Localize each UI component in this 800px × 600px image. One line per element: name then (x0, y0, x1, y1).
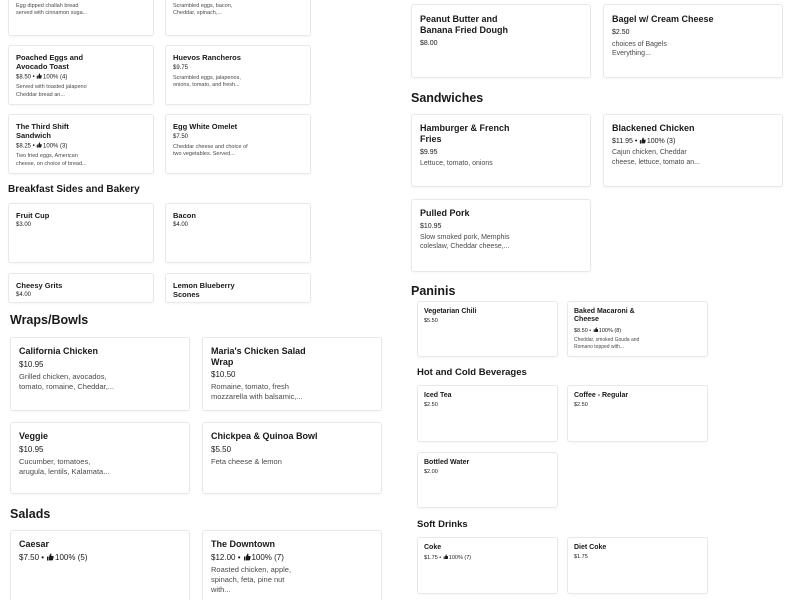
item-price: $1.75 (424, 555, 438, 562)
menu-item-card-veggie[interactable] (10, 422, 190, 494)
item-rating: 100% (7) (448, 555, 472, 562)
item-description: Cajun chicken, Cheddar cheese, lettuce, tomato an... (612, 149, 700, 166)
menu-item-card-iced-tea[interactable] (417, 385, 558, 442)
item-price: $3.00 (16, 222, 32, 228)
menu-item-card-caesar[interactable] (10, 530, 190, 600)
item-name: Lemon Blueberry Scones (173, 281, 235, 299)
thumbs-up-icon (46, 553, 54, 561)
item-description: Two fried eggs, American cheese, on choice of bread... (16, 153, 87, 167)
section-heading-soft-drinks: Soft Drinks (417, 519, 468, 530)
item-price-rating: $12.00 • 100% (7) (211, 552, 284, 562)
item-rating: 100% (3) (646, 137, 676, 145)
item-name: Bottled Water (424, 459, 470, 466)
item-price: $5.50 (424, 318, 438, 325)
item-description: choices of Bagels Everything... (612, 40, 667, 58)
menu-item-card-blackened-chicken[interactable] (603, 114, 783, 187)
item-name: Baked Macaroni & Cheese (574, 308, 635, 324)
item-price: $7.50 (173, 134, 189, 140)
item-price-rating: $8.50 • 100% (8) (574, 327, 622, 334)
section-heading-sandwiches: Sandwiches (411, 91, 484, 105)
item-description: Cheddar cheese and choice of two vegetables. Served... (173, 143, 248, 158)
item-name: Coffee - Regular (574, 392, 629, 399)
item-price: $7.50 (19, 552, 40, 562)
menu-item-card-vegetarian-chili[interactable] (417, 301, 558, 357)
item-name: Coke (424, 544, 442, 551)
item-description: Lettuce, tomato, onions (420, 159, 493, 167)
item-name: Peanut Butter and Banana Fried Dough (420, 14, 509, 35)
item-name: The Third Shift Sandwich (16, 122, 69, 140)
item-rating: 100% (3) (43, 143, 68, 150)
item-description: Cheddar, smoked Gouda and Romano topped with... (574, 336, 640, 350)
item-price-rating: $11.95 • 100% (3) (612, 137, 676, 145)
item-name: Iced Tea (424, 392, 452, 399)
item-price: $8.50 (574, 327, 588, 334)
item-price: $10.95 (420, 222, 442, 230)
item-name: Huevos Rancheros (173, 53, 241, 62)
thumbs-up-icon (639, 137, 646, 144)
menu-item-card-coke[interactable] (417, 537, 558, 594)
menu-item-card-poached-eggs[interactable] (8, 45, 154, 105)
menu-item-card-the-downtown[interactable] (202, 530, 382, 600)
item-price: $10.95 (19, 444, 44, 454)
menu-item-card-huevos-rancheros[interactable] (165, 45, 311, 105)
item-price: $9.75 (173, 65, 189, 71)
menu-item-card-lemon-scones[interactable] (165, 273, 311, 303)
menu-item-card-bottled-water[interactable] (417, 452, 558, 508)
item-price: $2.50 (424, 402, 438, 409)
item-description: Roasted chicken, apple, spinach, feta, pine nut with... (211, 565, 292, 595)
item-name: Fruit Cup (16, 211, 50, 220)
thumbs-up-icon (36, 73, 42, 79)
item-name: Caesar (19, 539, 50, 549)
item-price-rating: $7.50 • 100% (5) (19, 552, 88, 562)
item-name: The Downtown (211, 539, 275, 549)
menu-item-card-challah[interactable] (8, 0, 154, 36)
item-name: Chickpea & Quinoa Bowl (211, 431, 318, 441)
item-price: $5.50 (211, 444, 232, 454)
item-name: Bacon (173, 211, 196, 220)
section-heading-hot-cold-beverages: Hot and Cold Beverages (417, 367, 527, 378)
item-name: Bagel w/ Cream Cheese (612, 14, 714, 24)
menu-item-card-marias-chicken-salad-wrap[interactable] (202, 337, 382, 411)
item-price: $10.95 (19, 359, 44, 369)
item-price: $2.50 (612, 28, 630, 36)
item-name: Cheesy Grits (16, 281, 63, 290)
item-description: Egg dipped challah bread served with cinnamon suga... (16, 3, 88, 17)
item-price: $9.95 (420, 148, 438, 156)
item-name: Poached Eggs and Avocado Toast (16, 53, 84, 71)
section-heading-wraps-bowls: Wraps/Bowls (10, 313, 89, 327)
item-description: Romaine, tomato, fresh mozzarella with balsamic,... (211, 381, 303, 402)
item-name: California Chicken (19, 346, 99, 356)
item-name: Diet Coke (574, 544, 607, 551)
item-name: Blackened Chicken (612, 123, 695, 133)
item-description: Cucumber, tomatoes, arugula, lentils, Kalamata... (19, 457, 110, 477)
menu-item-card-third-shift[interactable] (8, 114, 154, 174)
item-price-rating: $1.75 • 100% (7) (424, 555, 472, 562)
item-price: $2.00 (424, 469, 438, 476)
item-description: Scrambled eggs, jalapenos, onions, tomato, and fresh... (173, 74, 241, 89)
menu-item-card-fruit-cup[interactable] (8, 203, 154, 263)
menu-item-card-bagel-cream-cheese[interactable] (603, 4, 783, 78)
menu-item-card-baked-mac-cheese[interactable] (567, 301, 708, 357)
menu-item-card-egg-white-omelet[interactable] (165, 114, 311, 174)
thumbs-up-icon (593, 327, 599, 333)
menu-item-card-cheesy-grits[interactable] (8, 273, 154, 303)
thumbs-up-icon (443, 554, 449, 560)
item-price: $10.50 (211, 369, 236, 379)
section-heading-breakfast-sides: Breakfast Sides and Bakery (8, 184, 140, 195)
menu-item-card-diet-coke[interactable] (567, 537, 708, 594)
item-name: Egg White Omelet (173, 122, 238, 131)
item-price-rating: $8.50 • 100% (4) (16, 74, 68, 81)
item-rating: 100% (5) (55, 552, 88, 562)
item-price: $4.00 (16, 292, 32, 298)
menu-item-card-coffee-regular[interactable] (567, 385, 708, 442)
menu-item-card-chickpea-quinoa-bowl[interactable] (202, 422, 382, 494)
item-price: $8.25 (16, 143, 32, 150)
item-price: $2.50 (574, 402, 588, 409)
item-name: Maria's Chicken Salad Wrap (211, 346, 306, 367)
item-price: $1.75 (574, 554, 588, 561)
item-rating: 100% (4) (43, 74, 68, 81)
item-rating: 100% (7) (251, 552, 284, 562)
menu-item-card-california-chicken[interactable] (10, 337, 190, 411)
item-name: Vegetarian Chili (424, 308, 477, 315)
item-price: $12.00 (211, 552, 236, 562)
menu-item-card-pulled-pork[interactable] (411, 199, 591, 272)
item-description: Grilled chicken, avocados, tomato, romaine, Cheddar,... (19, 372, 115, 392)
item-price: $8.50 (16, 74, 32, 81)
item-price-rating: $8.25 • 100% (3) (16, 143, 68, 150)
thumbs-up-icon (36, 142, 42, 148)
menu-item-card-bacon[interactable] (165, 203, 311, 263)
item-name: Veggie (19, 431, 49, 441)
section-heading-salads: Salads (10, 507, 51, 521)
menu-item-card-peanut-butter-fried-dough[interactable] (411, 4, 591, 78)
menu-item-card-hamburger-french-fries[interactable] (411, 114, 591, 187)
item-description: Scrambled eggs, bacon, Cheddar, spinach,... (173, 3, 233, 17)
item-description: Served with toasted jalapeno Cheddar bread an... (16, 84, 87, 98)
menu-item-card-scrambled[interactable] (165, 0, 311, 36)
item-description: Slow smoked pork, Memphis coleslaw, Cheddar cheese,... (420, 233, 510, 251)
item-rating: 100% (8) (598, 327, 622, 334)
item-name: Pulled Pork (420, 208, 470, 218)
item-price: $8.00 (420, 39, 438, 47)
item-name: Hamburger & French Fries (420, 123, 510, 144)
item-price: $4.00 (173, 222, 189, 228)
item-description: Feta cheese & lemon (211, 457, 282, 467)
thumbs-up-icon (243, 553, 251, 561)
item-price: $11.95 (612, 137, 633, 145)
section-heading-paninis: Paninis (411, 284, 456, 298)
